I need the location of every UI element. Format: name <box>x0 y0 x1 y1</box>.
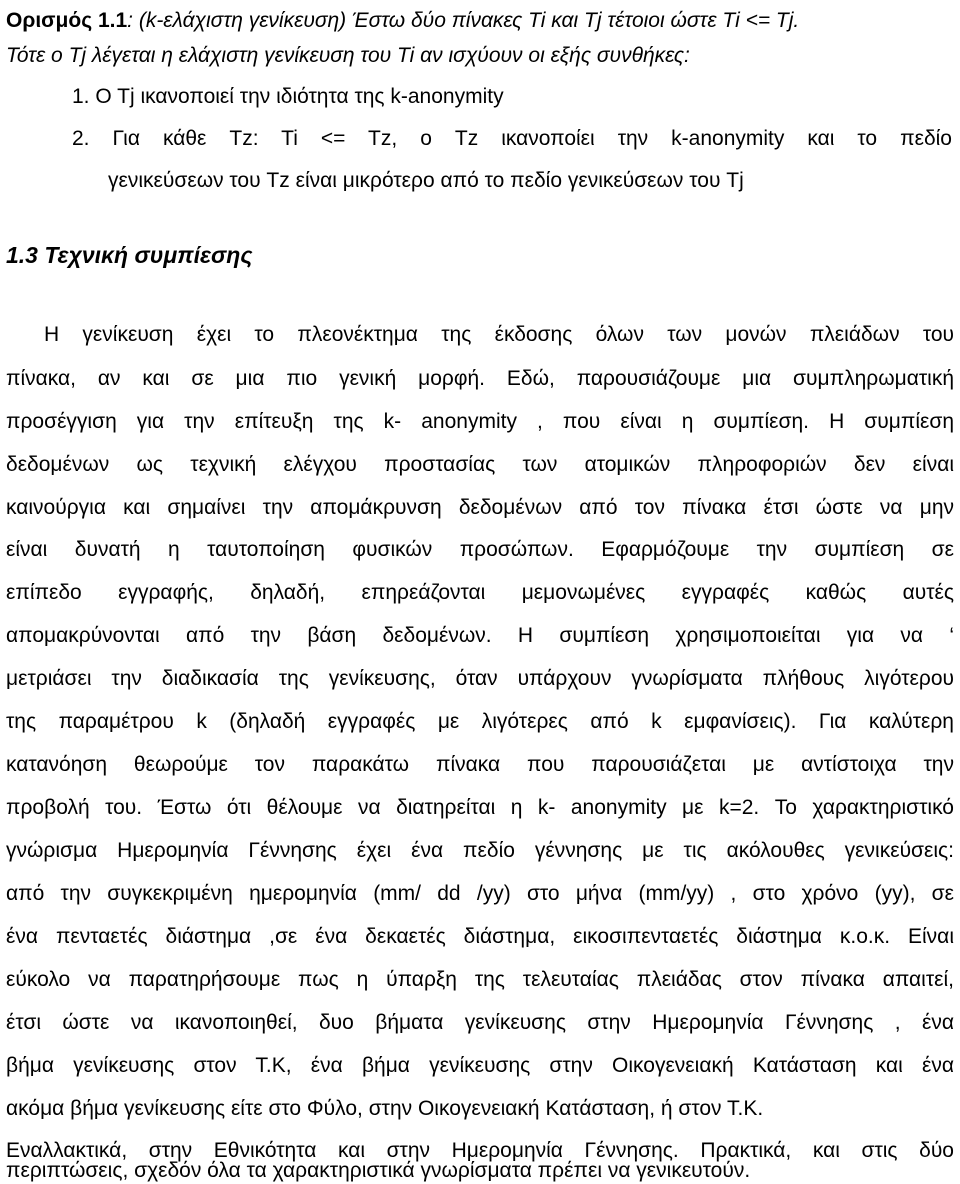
definition-line-1 <box>6 8 954 34</box>
definition-text: : (k-ελάχιστη γενίκευση) Έστω δύο πίνακες Ti και Tj τέτοιοι ώστε Ti <= Tj. <box>127 9 800 32</box>
paragraph-line: περιπτώσεις, σχεδόν όλα τα χαρακτηριστικά γνωρίσματα πρέπει να γενικευτούν. <box>6 1159 751 1182</box>
paragraph-line: ένα πενταετές διάστημα ,σε ένα δεκαετές διάστημα, εικοσιπενταετές διάστημα κ.ο.κ. Είναι <box>6 925 954 948</box>
paragraph-line: απομακρύνονται από την βάση δεδομένων. Η συμπίεση χρησιμοποιείται για να ‘ <box>6 624 954 647</box>
paragraph-line: κατανόηση θεωρούμε τον παρακάτω πίνακα που παρουσιάζεται με αντίστοιχα την <box>6 753 954 776</box>
definition-label: Ορισμός 1.1 <box>6 9 128 32</box>
paragraph-line: προβολή του. Έστω ότι θέλουμε να διατηρείται η k- anonymity με k=2. Το χαρακτηριστικό <box>6 796 954 819</box>
paragraph-line: βήμα γενίκευσης στον Τ.Κ, ένα βήμα γενίκευσης στην Οικογενειακή Κατάσταση και ένα <box>6 1054 954 1077</box>
paragraph-line: Η γενίκευση έχει το πλεονέκτημα της έκδοσης όλων των μονών πλειάδων του <box>44 323 954 346</box>
paragraph-line: εύκολο να παρατηρήσουμε πως η ύπαρξη της τελευταίας πλειάδας στον πίνακα απαιτεί, <box>6 968 954 991</box>
paragraph-line: προσέγγιση για την επίτευξη της k- anonymity , που είναι η συμπίεση. Η συμπίεση <box>6 410 954 433</box>
definition-item-1: 1. O Tj ικανοποιεί την ιδιότητα της k-anonymity <box>72 85 504 108</box>
paragraph-line: γνώρισμα Ημερομηνία Γέννησης έχει ένα πεδίο γέννησης με τις ακόλουθες γενικεύσεις: <box>6 839 954 862</box>
paragraph-line: πίνακα, αν και σε μια πιο γενική μορφή. Εδώ, παρουσιάζουμε μια συμπληρωματική <box>6 367 954 390</box>
paragraph-line: έτσι ώστε να ικανοποιηθεί, δυο βήματα γενίκευσης στην Ημερομηνία Γέννησης , ένα <box>6 1011 954 1034</box>
paragraph-line: επίπεδο εγγραφής, δηλαδή, επηρεάζονται μεμονωμένες εγγραφές καθώς αυτές <box>6 581 954 604</box>
paragraph-line: μετριάσει την διαδικασία της γενίκευσης, όταν υπάρχουν γνωρίσματα πλήθους λιγότερου <box>6 667 954 690</box>
paragraph-line: ακόμα βήμα γενίκευσης είτε στο Φύλο, στην Οικογενειακή Κατάσταση, ή στον Τ.Κ. <box>6 1097 764 1120</box>
definition-line-2: Τότε ο Tj λέγεται η ελάχιστη γενίκευση του Ti αν ισχύουν οι εξής συνθήκες: <box>6 44 690 67</box>
paragraph-line: δεδομένων ως τεχνική ελέγχου προστασίας των ατομικών πληροφοριών δεν είναι <box>6 453 954 476</box>
paragraph-line: είναι δυνατή η ταυτοποίηση φυσικών προσώπων. Εφαρμόζουμε την συμπίεση σε <box>6 538 954 561</box>
paragraph-line: καινούργια και σημαίνει την απομάκρυνση δεδομένων από τον πίνακα έτσι ώστε να μην <box>6 496 954 519</box>
section-heading: 1.3 Τεχνική συμπίεσης <box>6 242 253 268</box>
definition-item-2: 2. Για κάθε Tz: Ti <= Tz, ο Tz ικανοποίει την k-anonymity και το πεδίο <box>72 127 952 150</box>
definition-item-2-cont: γενικεύσεων του Tz είναι μικρότερο από το πεδίο γενικεύσεων του Tj <box>108 169 744 192</box>
paragraph-line: Εναλλακτικά, στην Εθνικότητα και στην Ημερομηνία Γέννησης. Πρακτικά, και στις δύο <box>6 1139 954 1162</box>
paragraph-line: της παραμέτρου k (δηλαδή εγγραφές με λιγότερες από k εμφανίσεις). Για καλύτερη <box>6 710 954 733</box>
paragraph-line: από την συγκεκριμένη ημερομηνία (mm/ dd /yy) στο μήνα (mm/yy) , στο χρόνο (yy), σε <box>6 882 954 905</box>
